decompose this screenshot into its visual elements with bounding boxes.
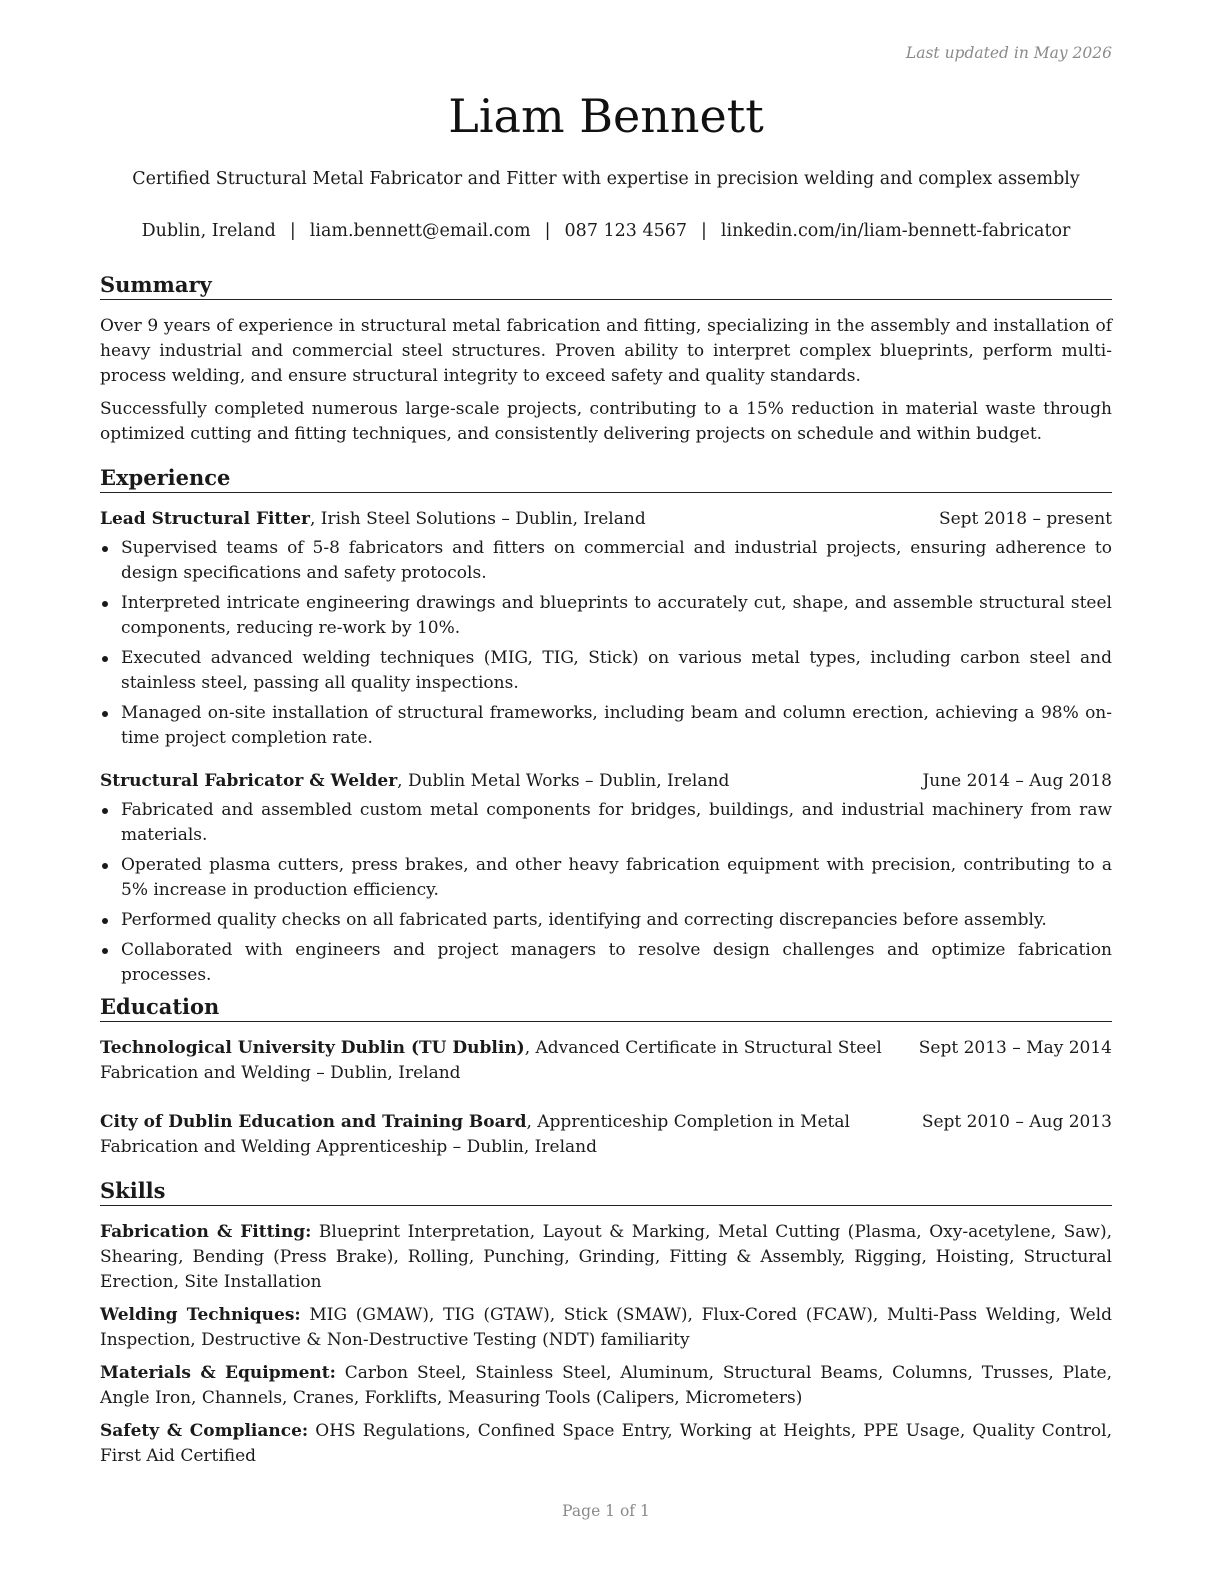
- education-description: [100, 1036, 890, 1086]
- resume-page: [100, 0, 1112, 1584]
- summary-paragraph: Over 9 years of experience in structural metal fabrication and fitting, specializing in the assembly and installation of heavy industrial and commercial steel structures. Proven ability to interpret complex blueprints, perform multi-process welding, and ensure structural integrity to exceed safety and quality standards.: [100, 316, 1112, 386]
- bullet-dot-icon: [102, 711, 108, 717]
- skill-group-items: Carbon Steel, Stainless Steel, Aluminum, Structural Beams, Columns, Trusses, Plate, Angle Iron, Channels, Cranes, Forklifts, Measuring Tools (Calipers, Micrometers): [100, 1363, 1112, 1408]
- education-section: [100, 994, 1112, 1160]
- bullet-text: Operated plasma cutters, press brakes, and other heavy fabrication equipment with precision, contributing to a 5% increase in production efficiency.: [121, 855, 1112, 900]
- contact-linkedin[interactable]: linkedin.com/in/liam-bennett-fabricator: [720, 221, 1071, 241]
- summary-paragraph: Successfully completed numerous large-scale projects, contributing to a 15% reduction in material waste through optimized cutting and fitting techniques, and consistently delivering projects on schedule and within budget.: [100, 399, 1112, 444]
- bullet-text: Managed on-site installation of structural frameworks, including beam and column erection, achieving a 98% on-time project completion rate.: [121, 703, 1112, 748]
- bullet-dot-icon: [102, 808, 108, 814]
- section-heading-summary: Summary: [100, 272, 1112, 300]
- education-detail: , Apprenticeship Completion in Metal Fabrication and Welding Apprenticeship – Dublin, Ireland: [100, 1112, 850, 1157]
- skill-group-items: Blueprint Interpretation, Layout & Marking, Metal Cutting (Plasma, Oxy-acetylene, Saw), Shearing, Bending (Press Brake), Rolling, Punching, Grinding, Fitting & Assembly, Rigging, Hoisting, Structural Erection, Site Installation: [100, 1222, 1113, 1292]
- job-header: [100, 507, 1112, 532]
- bullet-text: Performed quality checks on all fabricated parts, identifying and correcting discrepancies before assembly.: [121, 910, 1047, 930]
- skill-group: [100, 1303, 1112, 1353]
- education-entry: [100, 1036, 1112, 1086]
- contact-separator: |: [701, 221, 707, 241]
- education-dates: Sept 2010 – Aug 2013: [921, 1112, 1112, 1132]
- skill-group: [100, 1220, 1112, 1295]
- job-title: Lead Structural Fitter: [100, 509, 310, 529]
- bullet-item: [100, 938, 1112, 988]
- contact-email[interactable]: liam.bennett@email.com: [309, 221, 531, 241]
- summary-section: [100, 272, 1112, 455]
- job-title: Structural Fabricator & Welder: [100, 771, 398, 791]
- bullet-text: Executed advanced welding techniques (MIG, TIG, Stick) on various metal types, including carbon steel and stainless steel, passing all quality inspections.: [121, 648, 1112, 693]
- skills-section: [100, 1178, 1112, 1477]
- skill-group-label: Materials & Equipment:: [100, 1363, 336, 1383]
- section-heading-skills: Skills: [100, 1178, 1112, 1206]
- education-detail: , Advanced Certificate in Structural Steel Fabrication and Welding – Dublin, Ireland: [100, 1038, 882, 1083]
- contact-separator: |: [544, 221, 551, 241]
- bullet-item: [100, 646, 1112, 696]
- job-header: [100, 769, 1112, 794]
- job-title-line: [100, 507, 646, 532]
- education-institution: City of Dublin Education and Training Board: [100, 1112, 527, 1132]
- job-company: , Dublin Metal Works – Dublin, Ireland: [397, 771, 730, 791]
- bullet-text: Interpreted intricate engineering drawings and blueprints to accurately cut, shape, and assemble structural steel components, reducing re-work by 10%.: [121, 593, 1112, 638]
- education-dates: Sept 2013 – May 2014: [918, 1038, 1112, 1058]
- skill-group-items: MIG (GMAW), TIG (GTAW), Stick (SMAW), Flux-Cored (FCAW), Multi-Pass Welding, Weld Inspection, Destructive & Non-Destructive Testing (NDT) familiarity: [100, 1305, 1112, 1350]
- job-bullets: [100, 798, 1112, 988]
- section-heading-education: Education: [100, 994, 1112, 1022]
- bullet-dot-icon: [102, 546, 108, 552]
- skill-group-items: OHS Regulations, Confined Space Entry, Working at Heights, PPE Usage, Quality Control, First Aid Certified: [100, 1421, 1112, 1466]
- bullet-item: [100, 908, 1112, 933]
- job-title-line: [100, 769, 729, 794]
- contact-separator: |: [289, 221, 296, 241]
- job-entry: [100, 507, 1112, 751]
- bullet-dot-icon: [102, 601, 108, 607]
- education-entry: [100, 1110, 1112, 1160]
- contact-phone[interactable]: 087 123 4567: [564, 221, 688, 241]
- job-entry: [100, 769, 1112, 988]
- bullet-dot-icon: [102, 948, 108, 954]
- education-institution: Technological University Dublin (TU Dublin): [100, 1038, 525, 1058]
- bullet-dot-icon: [102, 863, 108, 869]
- job-dates: June 2014 – Aug 2018: [922, 771, 1112, 791]
- skill-group: [100, 1419, 1112, 1469]
- tagline: Certified Structural Metal Fabricator and Fitter with expertise in precision welding and complex assembly: [132, 169, 1080, 189]
- bullet-item: [100, 536, 1112, 586]
- bullet-dot-icon: [102, 656, 108, 662]
- bullet-item: [100, 591, 1112, 641]
- job-company: , Irish Steel Solutions – Dublin, Ireland: [309, 509, 646, 529]
- skill-group: [100, 1361, 1112, 1411]
- job-dates: Sept 2018 – present: [938, 509, 1112, 529]
- last-updated-note: Last updated in May 2026: [905, 44, 1112, 62]
- job-bullets: [100, 536, 1112, 751]
- skill-group-label: Welding Techniques:: [100, 1305, 301, 1325]
- contact-line: [100, 219, 1112, 243]
- contact-location: Dublin, Ireland: [141, 221, 276, 241]
- bullet-item: [100, 853, 1112, 903]
- experience-section: [100, 465, 1112, 993]
- bullet-item: [100, 701, 1112, 751]
- bullet-text: Fabricated and assembled custom metal components for bridges, buildings, and industrial machinery from raw materials.: [121, 800, 1112, 845]
- page-number: Page 1 of 1: [562, 1502, 650, 1520]
- bullet-text: Supervised teams of 5-8 fabricators and fitters on commercial and industrial projects, ensuring adherence to design specifications and safety protocols.: [121, 538, 1112, 583]
- candidate-name: Liam Bennett: [448, 89, 764, 143]
- bullet-dot-icon: [102, 918, 108, 924]
- bullet-item: [100, 798, 1112, 848]
- education-description: [100, 1110, 890, 1160]
- skill-group-label: Fabrication & Fitting:: [100, 1222, 312, 1242]
- section-heading-experience: Experience: [100, 465, 1112, 493]
- bullet-text: Collaborated with engineers and project managers to resolve design challenges and optimize fabrication processes.: [121, 940, 1112, 985]
- skill-group-label: Safety & Compliance:: [100, 1421, 309, 1441]
